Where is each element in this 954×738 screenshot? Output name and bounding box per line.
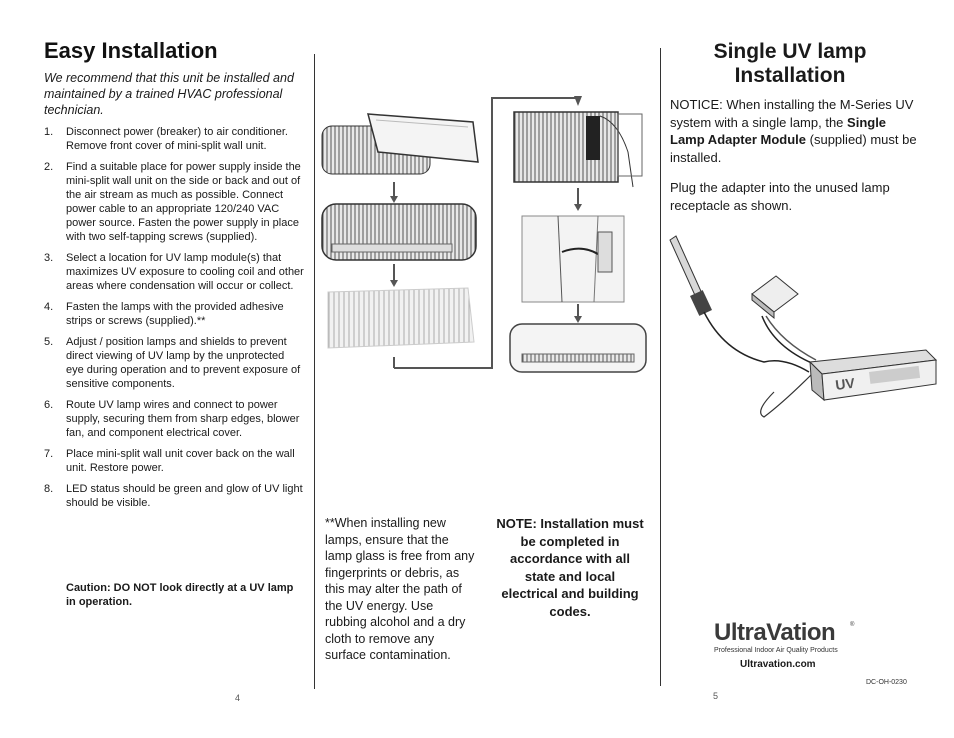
step-number: 3. (44, 252, 54, 264)
photo-wiring (522, 216, 624, 302)
plug-instruction: Plug the adapter into the unused lamp receptacle as shown. (670, 180, 890, 213)
step-text: Route UV lamp wires and connect to power supply, securing them from sharp edges, blower fan, and component electrical cover. (66, 399, 300, 439)
list-item (44, 125, 304, 153)
step-number: 4. (44, 301, 54, 313)
svg-text:Professional Indoor Air Qualit: Professional Indoor Air Quality Products (714, 647, 838, 654)
list-item (44, 300, 304, 328)
step-number: 5. (44, 336, 54, 348)
notice-paragraph (670, 96, 920, 166)
page-number-right: 5 (713, 691, 719, 701)
installation-steps (44, 125, 304, 517)
section-title: Single UV lamp Installation (713, 40, 867, 87)
uv-lamp-icon (670, 236, 712, 316)
photo-lamps-mounted (328, 288, 474, 348)
step-text: Adjust / position lamps and shields to prevent direct viewing of UV lamp by the unprotected eye during operation and to prevent exposure of sensitive components. (66, 336, 301, 390)
list-item (44, 335, 304, 391)
power-supply-icon (810, 350, 936, 400)
step-number: 6. (44, 399, 54, 411)
divider-right (660, 48, 661, 686)
step-text: LED status should be green and glow of UV light should be visible. (66, 483, 303, 509)
list-item (44, 482, 304, 510)
notice-label: NOTICE: (670, 97, 723, 112)
svg-text:UltraVation: UltraVation (714, 619, 836, 646)
step-text: Select a location for UV lamp module(s) that maximizes UV exposure to cooling coil and other areas where condensation will occur or collect. (66, 252, 304, 292)
step-text: Fasten the lamps with the provided adhesive strips or screws (supplied).** (66, 301, 284, 327)
divider-left (314, 54, 315, 689)
step-number: 2. (44, 161, 54, 173)
adapter-module-icon (752, 276, 798, 318)
page-title: Easy Installation (44, 38, 218, 63)
step-number: 8. (44, 483, 54, 495)
step-number: 1. (44, 126, 54, 138)
notice-text: When installing the M-Series UV system with a single lamp, the (670, 97, 914, 130)
list-item (44, 160, 304, 244)
lamp-cleaning-footnote: **When installing new lamps, ensure that the lamp glass is free from any fingerprints or debris, as this may alter the path of the UV energy. Use rubbing alcohol and a dry cloth to remove any surface contamination. (325, 516, 475, 662)
intro-text: We recommend that this unit be installed and maintained by a trained HVAC professional technician. (44, 71, 294, 117)
installation-codes-note: NOTE: Installation must be completed in accordance with all state and local electrical and building codes. (496, 516, 644, 619)
notice-tail: (supplied) must be installed. (670, 132, 917, 165)
list-item (44, 447, 304, 475)
website-url[interactable]: Ultravation.com (740, 659, 816, 670)
photo-cover-replaced (510, 324, 646, 372)
list-item (44, 398, 304, 440)
document-code: DC-OH-0230 (866, 679, 907, 686)
ultravation-logo (712, 614, 872, 654)
step-text: Disconnect power (breaker) to air conditioner. Remove front cover of mini-split wall unit. (66, 126, 288, 152)
step-text: Place mini-split wall unit cover back on the wall unit. Restore power. (66, 448, 295, 474)
step-number: 7. (44, 448, 54, 460)
photo-power-supply (514, 112, 642, 187)
svg-text:UV: UV (834, 374, 856, 393)
adapter-module-photo (664, 232, 944, 432)
photo-coil-exposed (322, 204, 476, 260)
caution-text: Caution: DO NOT look directly at a UV lamp in operation. (66, 582, 294, 608)
installation-photo-sequence (318, 92, 658, 382)
adapter-module-name: Single Lamp Adapter Module (670, 114, 887, 147)
page-number-left: 4 (235, 693, 241, 703)
svg-text:®: ® (850, 622, 855, 628)
list-item (44, 251, 304, 293)
photo-remove-cover (322, 114, 478, 174)
step-text: Find a suitable place for power supply inside the mini-split wall unit on the side or back and out of the air stream as much as possible. Connect power cable to an appropriate 120/240 VAC power source. Fasten the power supply in place with two self-tapping screws (supplied). (66, 161, 301, 243)
